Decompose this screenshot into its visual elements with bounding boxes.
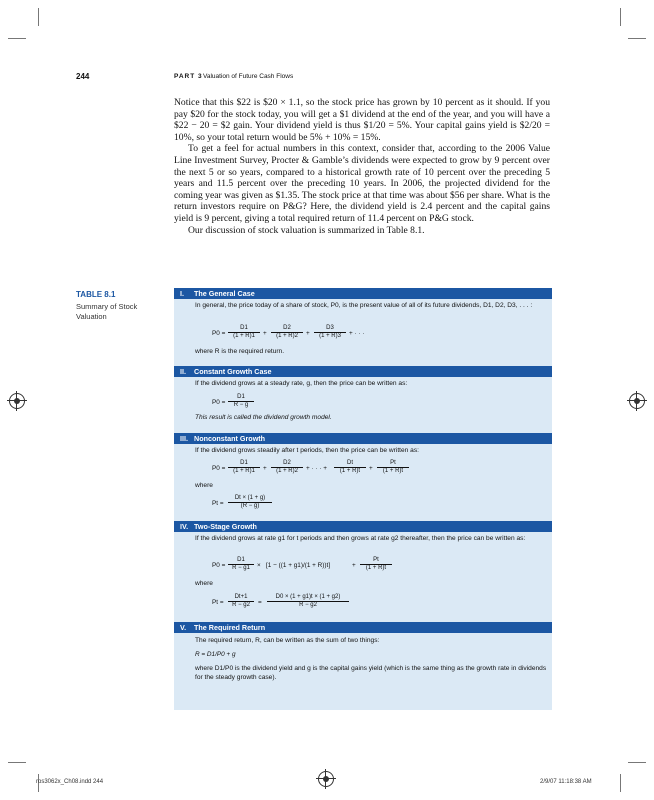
section-title: The Required Return: [194, 623, 266, 632]
where-label: where: [195, 482, 213, 489]
section-header: [174, 288, 552, 299]
fraction: [228, 460, 260, 475]
denominator: R − g1: [232, 565, 250, 571]
table-title: TABLE 8.1: [76, 290, 116, 299]
table-caption: Summary of Stock Valuation: [76, 302, 138, 321]
section-number: III.: [180, 434, 188, 443]
formula-lhs: Pt =: [212, 599, 224, 606]
section-number: V.: [180, 623, 187, 632]
section-title: Constant Growth Case: [194, 367, 272, 376]
fraction: [228, 325, 260, 340]
numerator: D2: [271, 325, 303, 333]
section-header: [174, 521, 552, 532]
paragraph: Our discussion of stock valuation is summarized in Table 8.1.: [188, 224, 425, 236]
numerator: D1: [228, 557, 254, 565]
section-header: [174, 622, 552, 633]
fraction: [228, 495, 272, 510]
page-number: 244: [76, 72, 90, 81]
formula-lhs: Pt =: [212, 500, 224, 507]
fraction: [314, 325, 346, 340]
fraction: [228, 394, 254, 409]
file-slug: ros3062x_Ch08.indd 244: [36, 779, 104, 785]
numerator: D1: [228, 325, 260, 333]
denominator: R − g: [233, 402, 249, 408]
section-text: If the dividend grows steadily after t periods, then the price can be written as:: [195, 447, 419, 454]
registration-mark-icon: [9, 393, 25, 409]
fraction: [267, 594, 349, 609]
plus-sign: +: [306, 330, 310, 337]
section-note: This result is called the dividend growth model.: [195, 414, 332, 421]
fraction: [271, 460, 303, 475]
plus-sign: +: [369, 465, 373, 472]
numerator: D2: [271, 460, 303, 468]
section-header: [174, 433, 552, 444]
body-text: [174, 97, 550, 236]
plus-sign: +: [263, 465, 267, 472]
part-title: Valuation of Future Cash Flows: [203, 73, 294, 80]
denominator: (1 + R)1: [233, 468, 255, 474]
numerator: D0 × (1 + g1)t × (1 + g2): [267, 594, 349, 602]
section-title: Nonconstant Growth: [194, 434, 266, 443]
fraction: [228, 594, 254, 609]
numerator: D3: [314, 325, 346, 333]
numerator: Dt × (1 + g): [228, 495, 272, 503]
section-number: I.: [180, 289, 184, 298]
numerator: Dt: [334, 460, 366, 468]
fraction: [228, 557, 254, 572]
denominator: (1 + R)2: [276, 333, 298, 339]
summary-table: [174, 288, 552, 710]
paragraph: Notice that this $22 is $20 × 1.1, so the stock price has grown by 10 percent as it should. If you pay $20 for the stock today, you will get a $1 dividend at the end of the year, and you will have a $22 − 20 = $2 gain. Your dividend yield is thus $1/20 = 5%. Your capital gains yield is $2/20 = 10%, so your total return would be 5% + 10% = 15%.: [174, 97, 550, 143]
times-sign: ×: [257, 562, 261, 569]
fraction: [334, 460, 366, 475]
crop-mark: [8, 762, 26, 763]
numerator: D1: [228, 394, 254, 402]
formula-lhs: P0 =: [212, 330, 226, 337]
numerator: Pt: [377, 460, 409, 468]
ellipsis: + · · · +: [306, 465, 327, 472]
section-note: where R is the required return.: [195, 348, 285, 355]
registration-mark-icon: [629, 393, 645, 409]
section-title: Two-Stage Growth: [194, 522, 257, 531]
timestamp: 2/9/07 11:18:38 AM: [540, 779, 592, 785]
denominator: R − g2: [232, 602, 250, 608]
section-text: If the dividend grows at a steady rate, g, then the price can be written as:: [195, 380, 408, 387]
denominator: (1 + R)1: [233, 333, 255, 339]
section-title: The General Case: [194, 289, 255, 298]
crop-mark: [620, 774, 621, 792]
denominator: (1 + R)t: [365, 565, 387, 571]
ellipsis: + · · ·: [349, 330, 365, 337]
section-number: II.: [180, 367, 186, 376]
fraction: [360, 557, 392, 572]
section-text: In general, the price today of a share of stock, P0, is the present value of all of its future dividends, D1, D2, D3, . . . :: [195, 302, 533, 309]
fraction: [271, 325, 303, 340]
denominator: (R − g): [240, 503, 260, 509]
plus-sign: +: [352, 562, 356, 569]
crop-mark: [628, 38, 646, 39]
denominator: (1 + R)t: [339, 468, 361, 474]
crop-mark: [620, 8, 621, 26]
registration-mark-icon: [318, 771, 334, 787]
required-return-formula: R = D1/P0 + g: [195, 651, 236, 658]
section-header: [174, 366, 552, 377]
formula-lhs: P0 =: [212, 562, 226, 569]
numerator: Dt+1: [228, 594, 254, 602]
denominator: (1 + R)2: [276, 468, 298, 474]
numerator: D1: [228, 460, 260, 468]
denominator: (1 + R)t: [382, 468, 404, 474]
section-note: where D1/P0 is the dividend yield and g is the capital gains yield (which is the same thing as the growth rate in dividends for the steady growth case).: [195, 665, 547, 681]
crop-mark: [8, 38, 26, 39]
crop-mark: [38, 8, 39, 26]
fraction: [377, 460, 409, 475]
equals-sign: =: [258, 599, 262, 606]
paragraph: To get a feel for actual numbers in this context, consider that, according to the 2006 Value Line Investment Survey, Procter & Gamble’s dividends were expected to grow by 9 percent over the next 5 or so years, compared to a historical growth rate of 10 percent over the preceding 5 years and 11.5 percent over the preceding 10 years. In 2006, the projected dividend for the coming year was given as $1.35. The stock price at that time was about $56 per share. What is the return investors require on P&G? Here, the dividend yield is 2.4 percent and the capital gains yield is 9 percent, giving a total required return of 11.4 percent on P&G stock.: [174, 143, 550, 224]
formula-lhs: P0 =: [212, 399, 226, 406]
denominator: (1 + R)3: [319, 333, 341, 339]
formula-lhs: P0 =: [212, 465, 226, 472]
numerator: Pt: [360, 557, 392, 565]
denominator: R − g2: [299, 602, 317, 608]
section-text: If the dividend grows at rate g1 for t periods and then grows at rate g2 thereafter, then the price can be written as:: [195, 535, 526, 542]
crop-mark: [628, 762, 646, 763]
section-text: The required return, R, can be written as the sum of two things:: [195, 637, 380, 644]
where-label: where: [195, 580, 213, 587]
part-label: PART 3: [174, 73, 203, 80]
bracket-term: [1 − ((1 + g1)/(1 + R))t]: [266, 562, 331, 569]
section-number: IV.: [180, 522, 189, 531]
plus-sign: +: [263, 330, 267, 337]
